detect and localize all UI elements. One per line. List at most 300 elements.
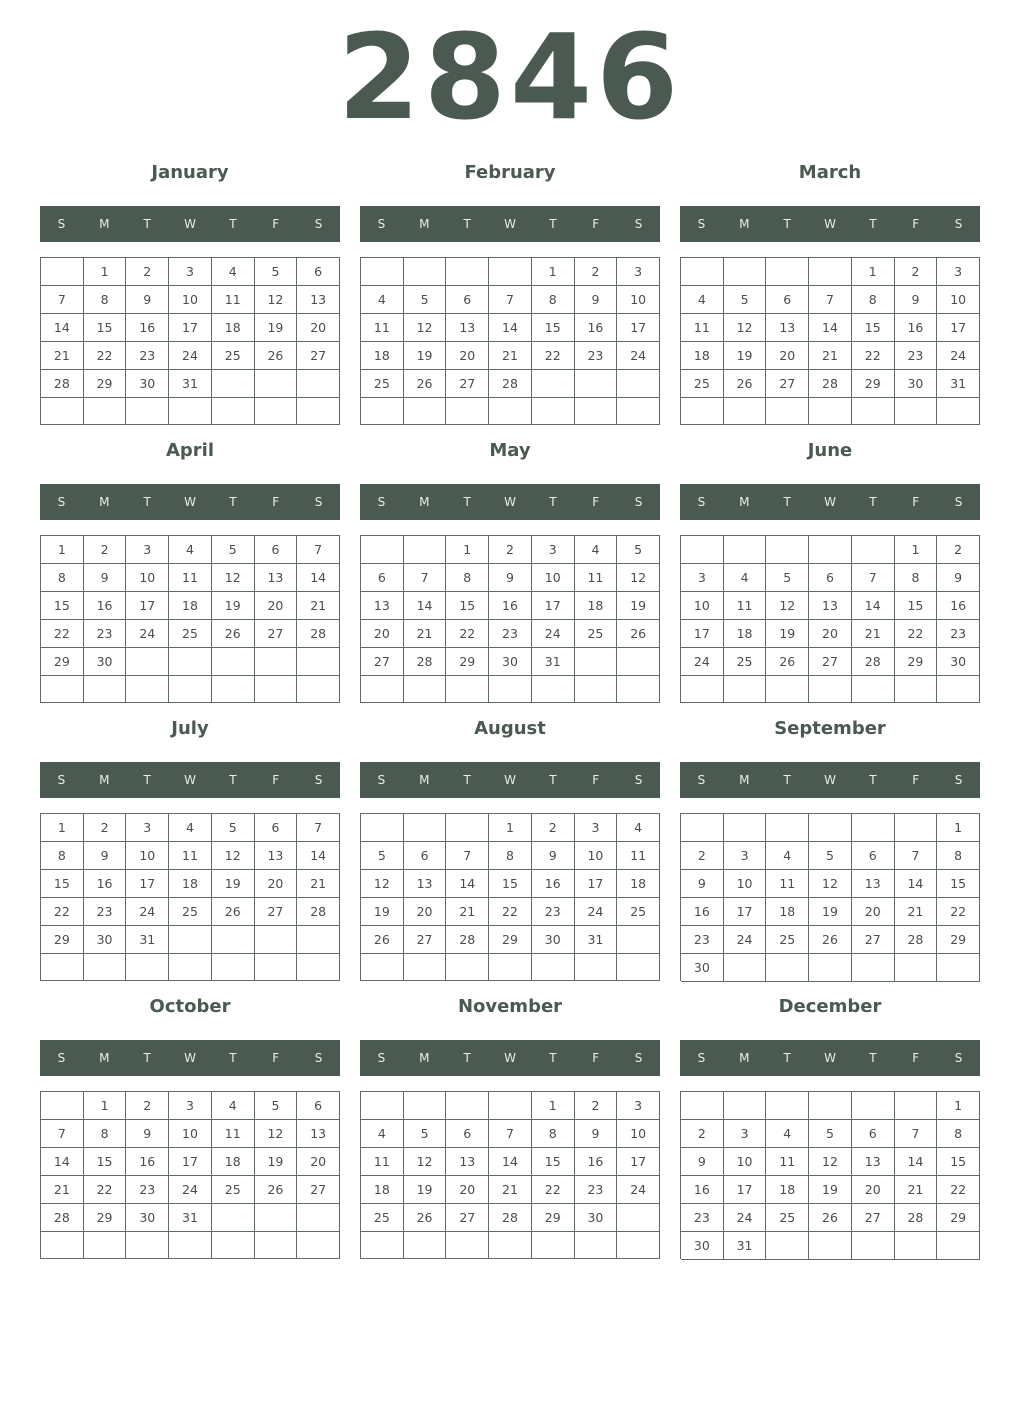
empty-day-cell xyxy=(446,1232,489,1259)
day-cell: 17 xyxy=(681,620,724,648)
day-cell: 8 xyxy=(489,842,532,870)
day-cell: 28 xyxy=(489,1204,532,1232)
day-cell: 30 xyxy=(895,370,938,398)
day-cell: 16 xyxy=(681,1176,724,1204)
day-cell: 29 xyxy=(489,926,532,954)
weekday-label: M xyxy=(739,217,750,231)
day-cell: 10 xyxy=(575,842,618,870)
empty-day-cell xyxy=(169,676,212,703)
empty-day-cell xyxy=(297,954,340,981)
day-cell: 13 xyxy=(297,1120,340,1148)
weekday-label: F xyxy=(272,773,280,787)
day-cell: 27 xyxy=(255,898,298,926)
weekday-header xyxy=(40,484,340,520)
day-cell: 3 xyxy=(724,842,767,870)
weekday-label: T xyxy=(549,1051,557,1065)
day-cell: 17 xyxy=(724,898,767,926)
day-cell: 24 xyxy=(724,926,767,954)
day-cell: 8 xyxy=(532,286,575,314)
empty-day-cell xyxy=(404,814,447,842)
day-cell: 3 xyxy=(126,814,169,842)
day-cell: 12 xyxy=(724,314,767,342)
day-cell: 18 xyxy=(575,592,618,620)
day-cell: 21 xyxy=(895,898,938,926)
empty-day-cell xyxy=(41,676,84,703)
day-cell: 10 xyxy=(169,1120,212,1148)
day-cell: 14 xyxy=(895,870,938,898)
day-cell: 24 xyxy=(937,342,980,370)
day-cell: 26 xyxy=(724,370,767,398)
day-cell: 12 xyxy=(617,564,660,592)
weekday-label: S xyxy=(634,773,643,787)
day-cell: 21 xyxy=(489,1176,532,1204)
day-cell: 4 xyxy=(361,1120,404,1148)
weekday-header xyxy=(680,484,980,520)
day-cell: 5 xyxy=(809,1120,852,1148)
day-cell: 12 xyxy=(255,286,298,314)
day-cell: 20 xyxy=(766,342,809,370)
day-cell: 22 xyxy=(84,342,127,370)
day-cell: 12 xyxy=(809,1148,852,1176)
day-cell: 22 xyxy=(41,620,84,648)
empty-day-cell xyxy=(169,648,212,676)
empty-day-cell xyxy=(575,398,618,425)
day-cell: 12 xyxy=(809,870,852,898)
day-cell: 10 xyxy=(532,564,575,592)
day-cell: 28 xyxy=(489,370,532,398)
day-cell: 22 xyxy=(852,342,895,370)
day-cell: 14 xyxy=(489,1148,532,1176)
day-cell: 3 xyxy=(617,1092,660,1120)
day-cell: 10 xyxy=(126,842,169,870)
day-cell: 20 xyxy=(255,592,298,620)
day-cell: 28 xyxy=(297,898,340,926)
weekday-label: S xyxy=(954,217,963,231)
weekday-label: T xyxy=(549,495,557,509)
day-cell: 6 xyxy=(255,814,298,842)
weekday-label: S xyxy=(697,773,706,787)
weekday-label: S xyxy=(697,1051,706,1065)
empty-day-cell xyxy=(766,1092,809,1120)
day-cell: 11 xyxy=(212,1120,255,1148)
day-grid xyxy=(360,257,660,425)
empty-day-cell xyxy=(766,954,809,982)
empty-day-cell xyxy=(84,398,127,425)
weekday-label: T xyxy=(549,217,557,231)
day-cell: 5 xyxy=(404,1120,447,1148)
empty-day-cell xyxy=(575,648,618,676)
year-title: 2846 xyxy=(337,8,683,146)
empty-day-cell xyxy=(212,926,255,954)
day-cell: 4 xyxy=(361,286,404,314)
day-cell: 19 xyxy=(361,898,404,926)
day-cell: 29 xyxy=(532,1204,575,1232)
day-cell: 6 xyxy=(404,842,447,870)
weekday-label: M xyxy=(419,1051,430,1065)
empty-day-cell xyxy=(766,398,809,425)
day-cell: 10 xyxy=(724,870,767,898)
empty-day-cell xyxy=(212,398,255,425)
weekday-header xyxy=(360,1040,660,1076)
weekday-label: W xyxy=(184,1051,196,1065)
day-cell: 24 xyxy=(126,898,169,926)
empty-day-cell xyxy=(126,648,169,676)
day-cell: 31 xyxy=(169,1204,212,1232)
empty-day-cell xyxy=(766,676,809,703)
day-cell: 1 xyxy=(489,814,532,842)
day-cell: 27 xyxy=(446,1204,489,1232)
empty-day-cell xyxy=(724,398,767,425)
day-cell: 16 xyxy=(489,592,532,620)
empty-day-cell xyxy=(361,398,404,425)
day-cell: 19 xyxy=(724,342,767,370)
day-cell: 16 xyxy=(84,592,127,620)
day-cell: 25 xyxy=(212,342,255,370)
day-cell: 2 xyxy=(681,1120,724,1148)
empty-day-cell xyxy=(297,1204,340,1232)
empty-day-cell xyxy=(852,1092,895,1120)
empty-day-cell xyxy=(617,648,660,676)
empty-day-cell xyxy=(575,676,618,703)
weekday-label: S xyxy=(57,1051,66,1065)
empty-day-cell xyxy=(617,370,660,398)
day-cell: 11 xyxy=(169,842,212,870)
empty-day-cell xyxy=(575,370,618,398)
day-cell: 22 xyxy=(446,620,489,648)
day-cell: 1 xyxy=(84,1092,127,1120)
day-cell: 9 xyxy=(681,870,724,898)
empty-day-cell xyxy=(724,536,767,564)
day-cell: 6 xyxy=(297,1092,340,1120)
day-cell: 14 xyxy=(489,314,532,342)
empty-day-cell xyxy=(852,676,895,703)
weekday-header xyxy=(40,1040,340,1076)
day-cell: 26 xyxy=(809,1204,852,1232)
empty-day-cell xyxy=(724,258,767,286)
empty-day-cell xyxy=(766,258,809,286)
day-cell: 18 xyxy=(169,592,212,620)
empty-day-cell xyxy=(212,676,255,703)
weekday-label: W xyxy=(184,495,196,509)
day-cell: 17 xyxy=(532,592,575,620)
day-cell: 8 xyxy=(532,1120,575,1148)
empty-day-cell xyxy=(766,1232,809,1260)
day-cell: 26 xyxy=(404,370,447,398)
day-cell: 29 xyxy=(852,370,895,398)
day-cell: 25 xyxy=(361,1204,404,1232)
empty-day-cell xyxy=(852,954,895,982)
day-cell: 12 xyxy=(361,870,404,898)
month-name: July xyxy=(171,718,209,739)
day-cell: 9 xyxy=(681,1148,724,1176)
day-cell: 26 xyxy=(809,926,852,954)
day-cell: 12 xyxy=(212,564,255,592)
day-cell: 24 xyxy=(169,1176,212,1204)
weekday-label: W xyxy=(184,217,196,231)
day-cell: 27 xyxy=(766,370,809,398)
empty-day-cell xyxy=(84,1232,127,1259)
day-cell: 7 xyxy=(489,286,532,314)
empty-day-cell xyxy=(809,676,852,703)
day-cell: 26 xyxy=(361,926,404,954)
day-cell: 19 xyxy=(404,342,447,370)
weekday-label: S xyxy=(57,217,66,231)
weekday-label: S xyxy=(314,1051,323,1065)
empty-day-cell xyxy=(84,676,127,703)
day-cell: 2 xyxy=(895,258,938,286)
day-grid xyxy=(40,257,340,425)
empty-day-cell xyxy=(361,814,404,842)
day-cell: 4 xyxy=(169,536,212,564)
day-cell: 8 xyxy=(41,842,84,870)
day-cell: 7 xyxy=(446,842,489,870)
day-cell: 3 xyxy=(126,536,169,564)
day-cell: 18 xyxy=(617,870,660,898)
empty-day-cell xyxy=(361,676,404,703)
weekday-label: M xyxy=(99,773,110,787)
weekday-label: T xyxy=(783,217,791,231)
weekday-label: M xyxy=(419,773,430,787)
day-cell: 2 xyxy=(575,1092,618,1120)
empty-day-cell xyxy=(169,926,212,954)
empty-day-cell xyxy=(169,954,212,981)
day-cell: 27 xyxy=(297,1176,340,1204)
day-cell: 19 xyxy=(617,592,660,620)
empty-day-cell xyxy=(212,1232,255,1259)
day-cell: 14 xyxy=(404,592,447,620)
weekday-label: T xyxy=(869,1051,877,1065)
month-name: September xyxy=(774,718,886,739)
day-cell: 31 xyxy=(724,1232,767,1260)
empty-day-cell xyxy=(852,536,895,564)
empty-day-cell xyxy=(532,370,575,398)
day-cell: 28 xyxy=(41,1204,84,1232)
day-grid xyxy=(680,257,980,425)
weekday-label: S xyxy=(634,217,643,231)
weekday-header xyxy=(360,206,660,242)
weekday-label: M xyxy=(99,495,110,509)
day-cell: 13 xyxy=(446,314,489,342)
day-cell: 4 xyxy=(212,1092,255,1120)
day-cell: 5 xyxy=(255,258,298,286)
day-cell: 2 xyxy=(532,814,575,842)
day-cell: 15 xyxy=(937,1148,980,1176)
day-cell: 20 xyxy=(404,898,447,926)
weekday-label: T xyxy=(143,217,151,231)
day-cell: 28 xyxy=(852,648,895,676)
day-cell: 25 xyxy=(766,926,809,954)
empty-day-cell xyxy=(681,814,724,842)
weekday-header xyxy=(360,484,660,520)
empty-day-cell xyxy=(255,954,298,981)
weekday-label: S xyxy=(377,217,386,231)
day-cell: 19 xyxy=(766,620,809,648)
empty-day-cell xyxy=(212,648,255,676)
weekday-label: M xyxy=(419,495,430,509)
empty-day-cell xyxy=(617,398,660,425)
empty-day-cell xyxy=(852,398,895,425)
weekday-label: W xyxy=(824,773,836,787)
empty-day-cell xyxy=(297,926,340,954)
empty-day-cell xyxy=(255,648,298,676)
empty-day-cell xyxy=(724,676,767,703)
weekday-label: F xyxy=(912,495,920,509)
empty-day-cell xyxy=(937,398,980,425)
month-name: August xyxy=(474,718,546,739)
day-cell: 8 xyxy=(852,286,895,314)
day-cell: 28 xyxy=(895,1204,938,1232)
day-cell: 25 xyxy=(169,620,212,648)
day-cell: 21 xyxy=(297,870,340,898)
day-cell: 21 xyxy=(41,342,84,370)
empty-day-cell xyxy=(126,954,169,981)
day-cell: 11 xyxy=(766,1148,809,1176)
empty-day-cell xyxy=(617,1204,660,1232)
day-cell: 7 xyxy=(852,564,895,592)
day-cell: 6 xyxy=(809,564,852,592)
day-cell: 18 xyxy=(766,898,809,926)
empty-day-cell xyxy=(212,954,255,981)
weekday-label: T xyxy=(143,773,151,787)
empty-day-cell xyxy=(895,954,938,982)
day-cell: 23 xyxy=(681,926,724,954)
day-cell: 26 xyxy=(255,1176,298,1204)
empty-day-cell xyxy=(84,954,127,981)
empty-day-cell xyxy=(361,1092,404,1120)
day-cell: 27 xyxy=(446,370,489,398)
weekday-label: W xyxy=(504,217,516,231)
empty-day-cell xyxy=(852,1232,895,1260)
day-cell: 29 xyxy=(41,648,84,676)
day-grid xyxy=(360,1091,660,1259)
day-cell: 19 xyxy=(212,592,255,620)
empty-day-cell xyxy=(446,954,489,981)
empty-day-cell xyxy=(489,676,532,703)
weekday-label: T xyxy=(229,217,237,231)
day-cell: 11 xyxy=(617,842,660,870)
empty-day-cell xyxy=(766,536,809,564)
month-name: April xyxy=(165,440,215,461)
day-grid xyxy=(360,813,660,981)
day-cell: 30 xyxy=(489,648,532,676)
empty-day-cell xyxy=(212,1204,255,1232)
day-cell: 25 xyxy=(724,648,767,676)
empty-day-cell xyxy=(404,398,447,425)
empty-day-cell xyxy=(489,398,532,425)
empty-day-cell xyxy=(297,370,340,398)
day-cell: 12 xyxy=(404,1148,447,1176)
day-cell: 13 xyxy=(852,1148,895,1176)
day-cell: 15 xyxy=(84,1148,127,1176)
empty-day-cell xyxy=(255,1204,298,1232)
day-cell: 21 xyxy=(809,342,852,370)
month-name: January xyxy=(151,162,229,183)
day-cell: 15 xyxy=(937,870,980,898)
day-cell: 23 xyxy=(681,1204,724,1232)
day-cell: 8 xyxy=(937,842,980,870)
day-cell: 27 xyxy=(404,926,447,954)
day-cell: 10 xyxy=(617,1120,660,1148)
day-cell: 22 xyxy=(41,898,84,926)
day-cell: 3 xyxy=(724,1120,767,1148)
day-cell: 13 xyxy=(255,564,298,592)
day-cell: 16 xyxy=(681,898,724,926)
weekday-label: T xyxy=(869,495,877,509)
day-cell: 13 xyxy=(809,592,852,620)
day-cell: 13 xyxy=(404,870,447,898)
day-cell: 7 xyxy=(895,1120,938,1148)
day-cell: 1 xyxy=(532,258,575,286)
weekday-label: T xyxy=(229,1051,237,1065)
day-cell: 27 xyxy=(809,648,852,676)
day-cell: 11 xyxy=(681,314,724,342)
empty-day-cell xyxy=(532,398,575,425)
day-cell: 31 xyxy=(575,926,618,954)
day-cell: 24 xyxy=(126,620,169,648)
day-cell: 19 xyxy=(212,870,255,898)
weekday-label: F xyxy=(912,1051,920,1065)
empty-day-cell xyxy=(404,536,447,564)
weekday-label: W xyxy=(184,773,196,787)
day-cell: 9 xyxy=(126,1120,169,1148)
day-cell: 3 xyxy=(617,258,660,286)
day-cell: 25 xyxy=(575,620,618,648)
day-cell: 6 xyxy=(446,1120,489,1148)
day-cell: 17 xyxy=(937,314,980,342)
day-cell: 11 xyxy=(766,870,809,898)
day-cell: 17 xyxy=(169,1148,212,1176)
day-cell: 7 xyxy=(297,536,340,564)
day-cell: 30 xyxy=(575,1204,618,1232)
day-cell: 26 xyxy=(617,620,660,648)
day-cell: 6 xyxy=(766,286,809,314)
day-cell: 29 xyxy=(446,648,489,676)
day-cell: 19 xyxy=(809,1176,852,1204)
day-cell: 1 xyxy=(937,814,980,842)
empty-day-cell xyxy=(255,370,298,398)
day-cell: 28 xyxy=(809,370,852,398)
day-cell: 21 xyxy=(41,1176,84,1204)
day-cell: 14 xyxy=(809,314,852,342)
weekday-label: F xyxy=(592,495,600,509)
empty-day-cell xyxy=(681,536,724,564)
day-cell: 10 xyxy=(724,1148,767,1176)
day-cell: 20 xyxy=(852,1176,895,1204)
day-cell: 14 xyxy=(297,842,340,870)
day-cell: 20 xyxy=(446,342,489,370)
day-cell: 16 xyxy=(532,870,575,898)
empty-day-cell xyxy=(681,1092,724,1120)
empty-day-cell xyxy=(361,536,404,564)
day-cell: 7 xyxy=(809,286,852,314)
empty-day-cell xyxy=(809,536,852,564)
day-cell: 2 xyxy=(84,814,127,842)
weekday-label: W xyxy=(504,1051,516,1065)
day-cell: 12 xyxy=(255,1120,298,1148)
day-cell: 13 xyxy=(361,592,404,620)
day-cell: 16 xyxy=(937,592,980,620)
empty-day-cell xyxy=(446,676,489,703)
empty-day-cell xyxy=(126,676,169,703)
empty-day-cell xyxy=(297,1232,340,1259)
empty-day-cell xyxy=(532,954,575,981)
day-cell: 14 xyxy=(895,1148,938,1176)
day-cell: 16 xyxy=(126,1148,169,1176)
day-grid xyxy=(40,535,340,703)
empty-day-cell xyxy=(937,676,980,703)
empty-day-cell xyxy=(617,954,660,981)
weekday-label: M xyxy=(739,495,750,509)
